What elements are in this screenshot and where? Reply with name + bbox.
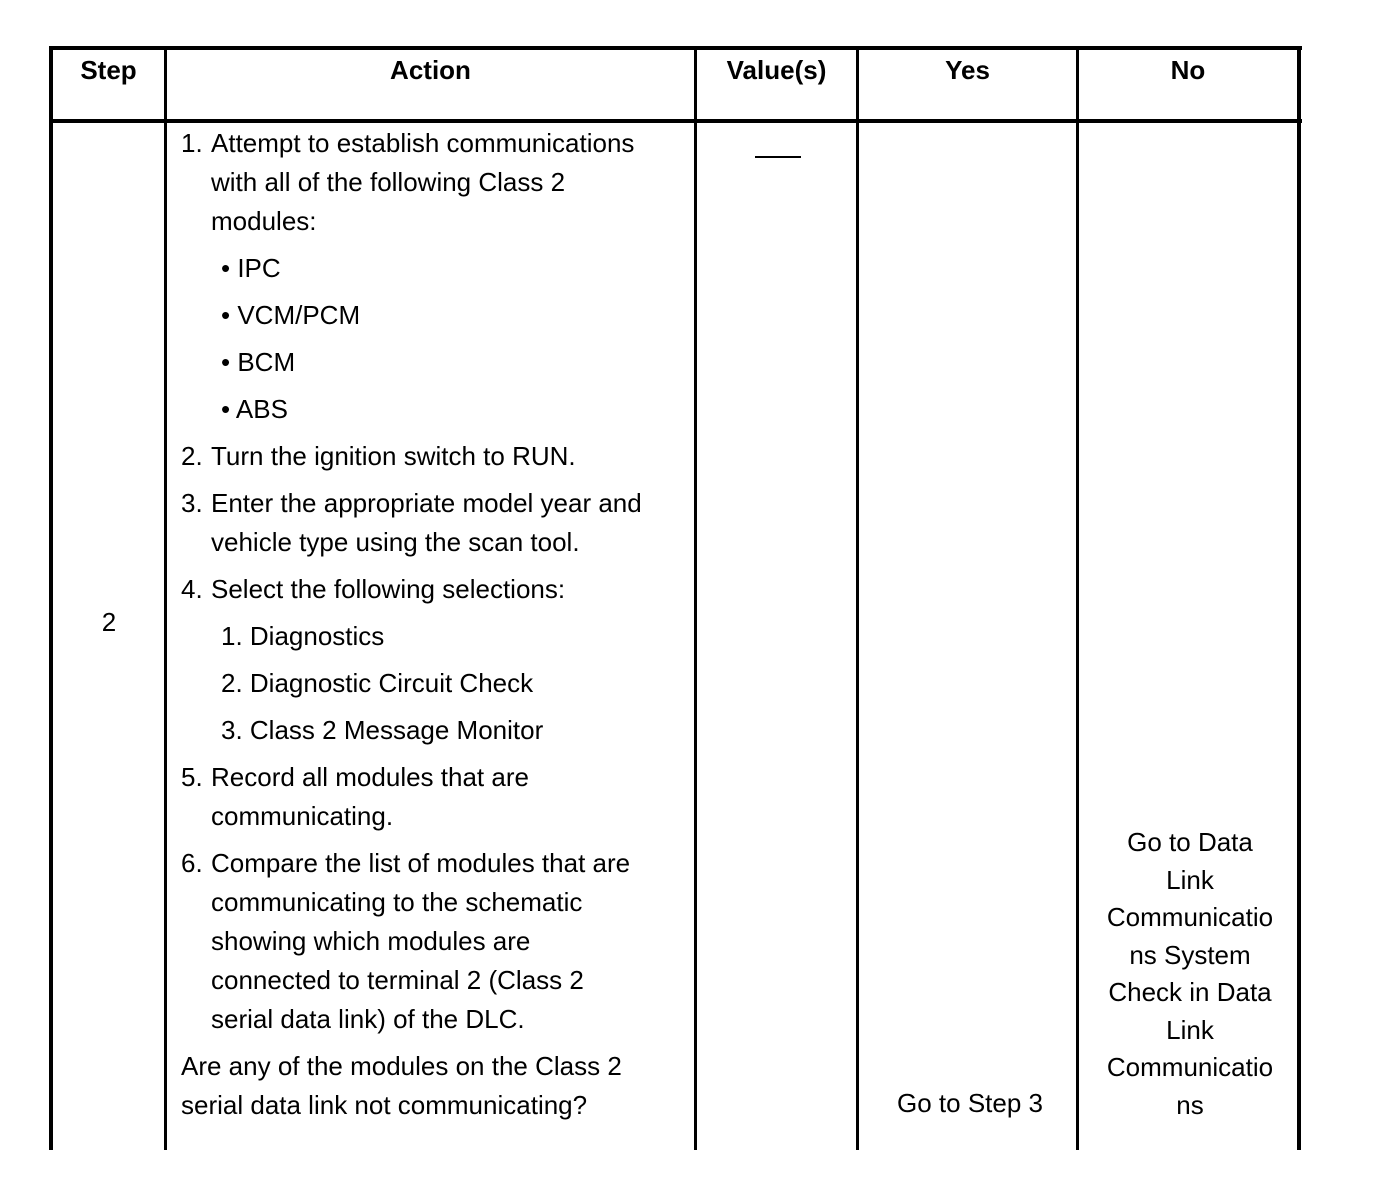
header-step: Step [80,55,137,85]
action-item-number: 4. [181,574,203,604]
action-cell [181,124,691,1125]
action-item-1 [181,124,691,241]
action-item-number: 5. [181,762,203,792]
action-item-text: Compare the list of modules that are communicating to the schematic showing which modules are connected to terminal 2 (Class 2 serial data link) of the DLC. [211,848,631,1034]
action-subitem: • ABS [221,394,288,424]
action-subitem: 1. Diagnostics [221,621,385,651]
action-item-number: 3. [181,488,203,518]
header-bottom-border [49,119,1302,123]
table-top-border [49,46,1302,50]
action-question: Are any of the modules on the Class 2 serial data link not communicating? [181,1051,622,1120]
no-result: Go to Data Link Communicatio ns System Check in Data Link Communicatio ns [1106,827,1274,1120]
action-item-text: Select the following selections: [211,574,566,604]
action-item-6 [181,844,691,1039]
step-number: 2 [101,607,117,637]
yes-result: Go to Step 3 [897,1088,1043,1118]
action-item-text: Enter the appropriate model year and vehicle type using the scan tool. [211,488,642,557]
action-item-2 [181,437,691,476]
header-yes: Yes [945,55,990,85]
action-item-number: 1. [181,128,203,158]
action-item-number: 6. [181,848,203,878]
header-no: No [1170,55,1206,85]
action-subitem: • BCM [221,347,296,377]
action-item-4 [181,570,691,609]
col-sep-step-action [164,46,167,1150]
action-item-text: Turn the ignition switch to RUN. [211,441,576,471]
action-subitem: 3. Class 2 Message Monitor [221,715,544,745]
action-item-3 [181,484,691,562]
action-subitem: • VCM/PCM [221,300,361,330]
action-subitem: 2. Diagnostic Circuit Check [221,668,534,698]
col-sep-action-values [694,46,697,1150]
table-left-border [49,46,53,1150]
col-sep-yes-no [1076,46,1079,1150]
action-item-number: 2. [181,441,203,471]
col-sep-values-yes [856,46,859,1150]
value-dash [755,156,801,158]
action-item-text: Record all modules that are communicating. [211,762,529,831]
action-item-5 [181,758,691,836]
header-values: Value(s) [726,55,827,85]
action-item-text: Attempt to establish communications with all of the following Class 2 modules: [211,128,635,236]
action-subitem: • IPC [221,253,281,283]
header-action: Action [390,55,471,85]
